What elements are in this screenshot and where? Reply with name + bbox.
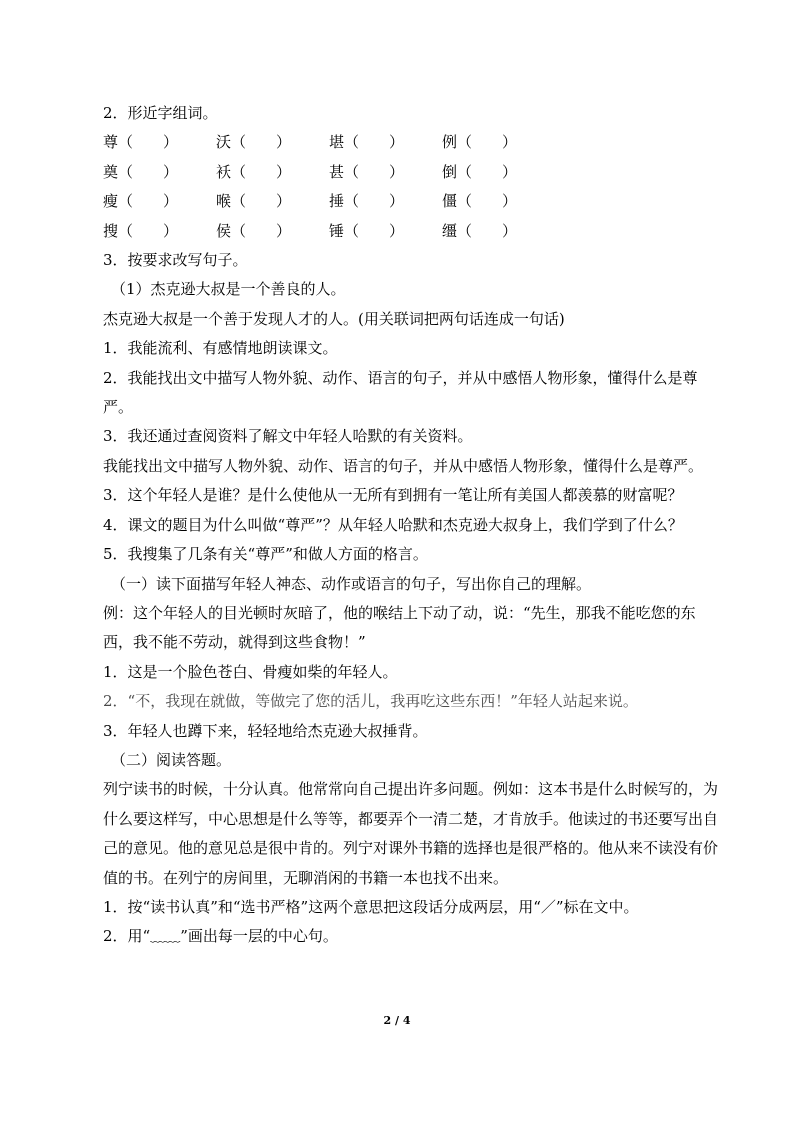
question-4: 4．课文的题目为什么叫做“尊严”？从年轻人哈默和杰克逊大叔身上，我们学到了什么？ <box>103 515 683 534</box>
grid-row <box>103 187 723 216</box>
grid-cell: 尊（ ） <box>103 133 179 152</box>
grid-cell: 搜（ ） <box>103 221 179 240</box>
document-body <box>103 99 723 952</box>
q3-sub1: （1）杰克逊大叔是一个善良的人。 <box>111 280 346 299</box>
grid-cell: 侯（ ） <box>216 221 292 240</box>
grid-cell: 锤（ ） <box>329 221 405 240</box>
sentence-2: 2．“不，我现在就做，等做完了您的活儿，我再吃这些东西！”年轻人站起来说。 <box>103 692 638 711</box>
section-1-title: （一）读下面描写年轻人神态、动作或语言的句子，写出你自己的理解。 <box>111 574 592 593</box>
q2-title: 2．形近字组词。 <box>103 104 218 122</box>
grid-cell: 奠（ ） <box>103 162 179 181</box>
reading-passage: 列宁读书的时候，十分认真。他常常向自己提出许多问题。例如：这本书是什么时候写的，为什么要这样写，中心思想是什么等等，都要弄个一清二楚，才肯放手。他读过的书还要写出自己的意见。他的意见总是很中肯的。列宁对课外书籍的选择也是很严格的。他从来不读没有价值的书。在列宁的房间里，无聊消闲的书籍一本也找不出来。 <box>103 780 719 887</box>
example-sentence: 例：这个年轻人的目光顿时灰暗了，他的喉结上下动了动，说：“先生，那我不能吃您的东西，我不能不劳动，就得到这些食物！” <box>103 603 696 652</box>
page-number: 2 / 4 <box>383 1014 411 1027</box>
grid-cell: 喉（ ） <box>216 192 292 211</box>
question-5: 5．我搜集了几条有关“尊严”和做人方面的格言。 <box>103 545 428 564</box>
goal-3: 3．我还通过查阅资料了解文中年轻人哈默的有关资料。 <box>103 427 473 446</box>
grid-cell: 甚（ ） <box>329 162 405 181</box>
grid-row <box>103 217 723 246</box>
question-3: 3．这个年轻人是谁？是什么使他从一无所有到拥有一笔让所有美国人都羡慕的财富呢？ <box>103 486 683 505</box>
grid-cell: 僵（ ） <box>442 192 518 211</box>
grid-cell: 捶（ ） <box>329 192 405 211</box>
q3-title: 3．按要求改写句子。 <box>103 251 248 270</box>
grid-cell: 沃（ ） <box>216 133 292 152</box>
grid-cell: 缰（ ） <box>442 221 518 240</box>
char-grid <box>103 128 723 246</box>
goal-repeat: 我能找出文中描写人物外貌、动作、语言的句子，并从中感悟人物形象，懂得什么是尊严。 <box>103 456 704 475</box>
grid-cell: 堪（ ） <box>329 133 405 152</box>
goal-2: 2．我能找出文中描写人物外貌、动作、语言的句子，并从中感悟人物形象，懂得什么是尊严。 <box>103 368 698 417</box>
grid-cell: 倒（ ） <box>442 162 518 181</box>
q3-sentence: 杰克逊大叔是一个善于发现人才的人。(用关联词把两句话连成一句话) <box>103 309 565 328</box>
sentence-1: 1．这是一个脸色苍白、骨瘦如柴的年轻人。 <box>103 662 398 681</box>
grid-cell: 瘦（ ） <box>103 192 179 211</box>
task-2: 2．用“﹏﹏”画出每一层的中心句。 <box>103 927 338 946</box>
grid-cell: 例（ ） <box>442 133 518 152</box>
goal-1: 1．我能流利、有感情地朗读课文。 <box>103 339 338 358</box>
grid-row <box>103 128 723 157</box>
section-2-title: （二）阅读答题。 <box>111 750 232 769</box>
grid-row <box>103 158 723 187</box>
grid-cell: 袄（ ） <box>216 162 292 181</box>
sentence-3: 3．年轻人也蹲下来，轻轻地给杰克逊大叔捶背。 <box>103 721 428 740</box>
task-1: 1．按“读书认真”和“选书严格”这两个意思把这段话分成两层，用“／”标在文中。 <box>103 897 639 916</box>
